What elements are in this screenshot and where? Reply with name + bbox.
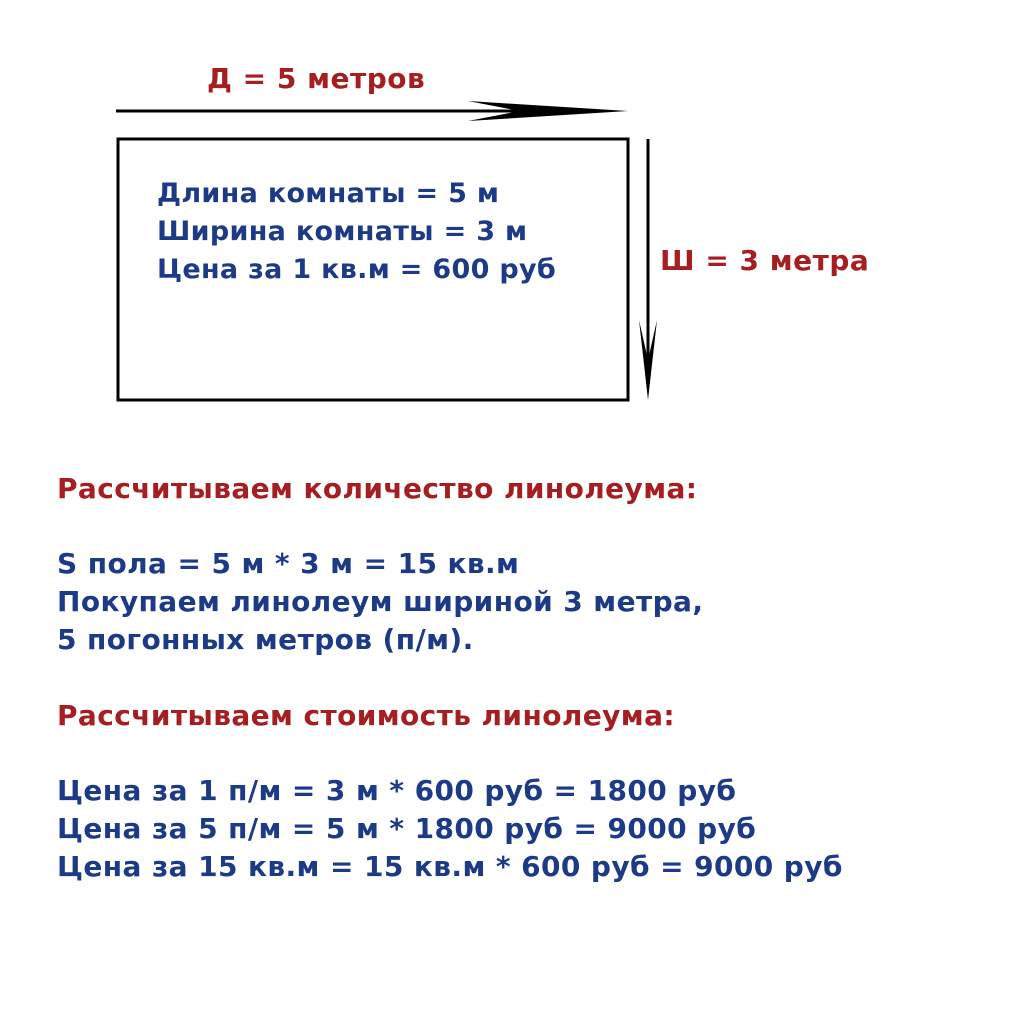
room-width-text: Ширина комнаты = 3 м [157,216,528,247]
area-calc-line: S пола = 5 м * 3 м = 15 кв.м [57,547,520,580]
room-info [157,175,556,289]
quantity-block [57,545,703,659]
purchase-line: Покупаем линолеум шириной 3 метра, [57,585,704,618]
linear-meters-line: 5 погонных метров (п/м). [57,623,474,656]
room-length-text: Длина комнаты = 5 м [157,178,500,209]
room-price-text: Цена за 1 кв.м = 600 руб [157,254,557,285]
width-label: Ш = 3 метра [660,244,870,277]
length-label: Д = 5 метров [207,62,426,95]
cost-five-linear-meters-line: Цена за 5 п/м = 5 м * 1800 руб = 9000 руб [57,812,757,845]
cost-per-linear-meter-line: Цена за 1 п/м = 3 м * 600 руб = 1800 руб [57,774,737,807]
cost-heading: Рассчитываем стоимость линолеума: [57,699,675,732]
cost-fifteen-sq-meters-line: Цена за 15 кв.м = 15 кв.м * 600 руб = 9000 руб [57,850,843,883]
cost-block [57,772,843,886]
quantity-heading: Рассчитываем количество линолеума: [57,472,698,505]
